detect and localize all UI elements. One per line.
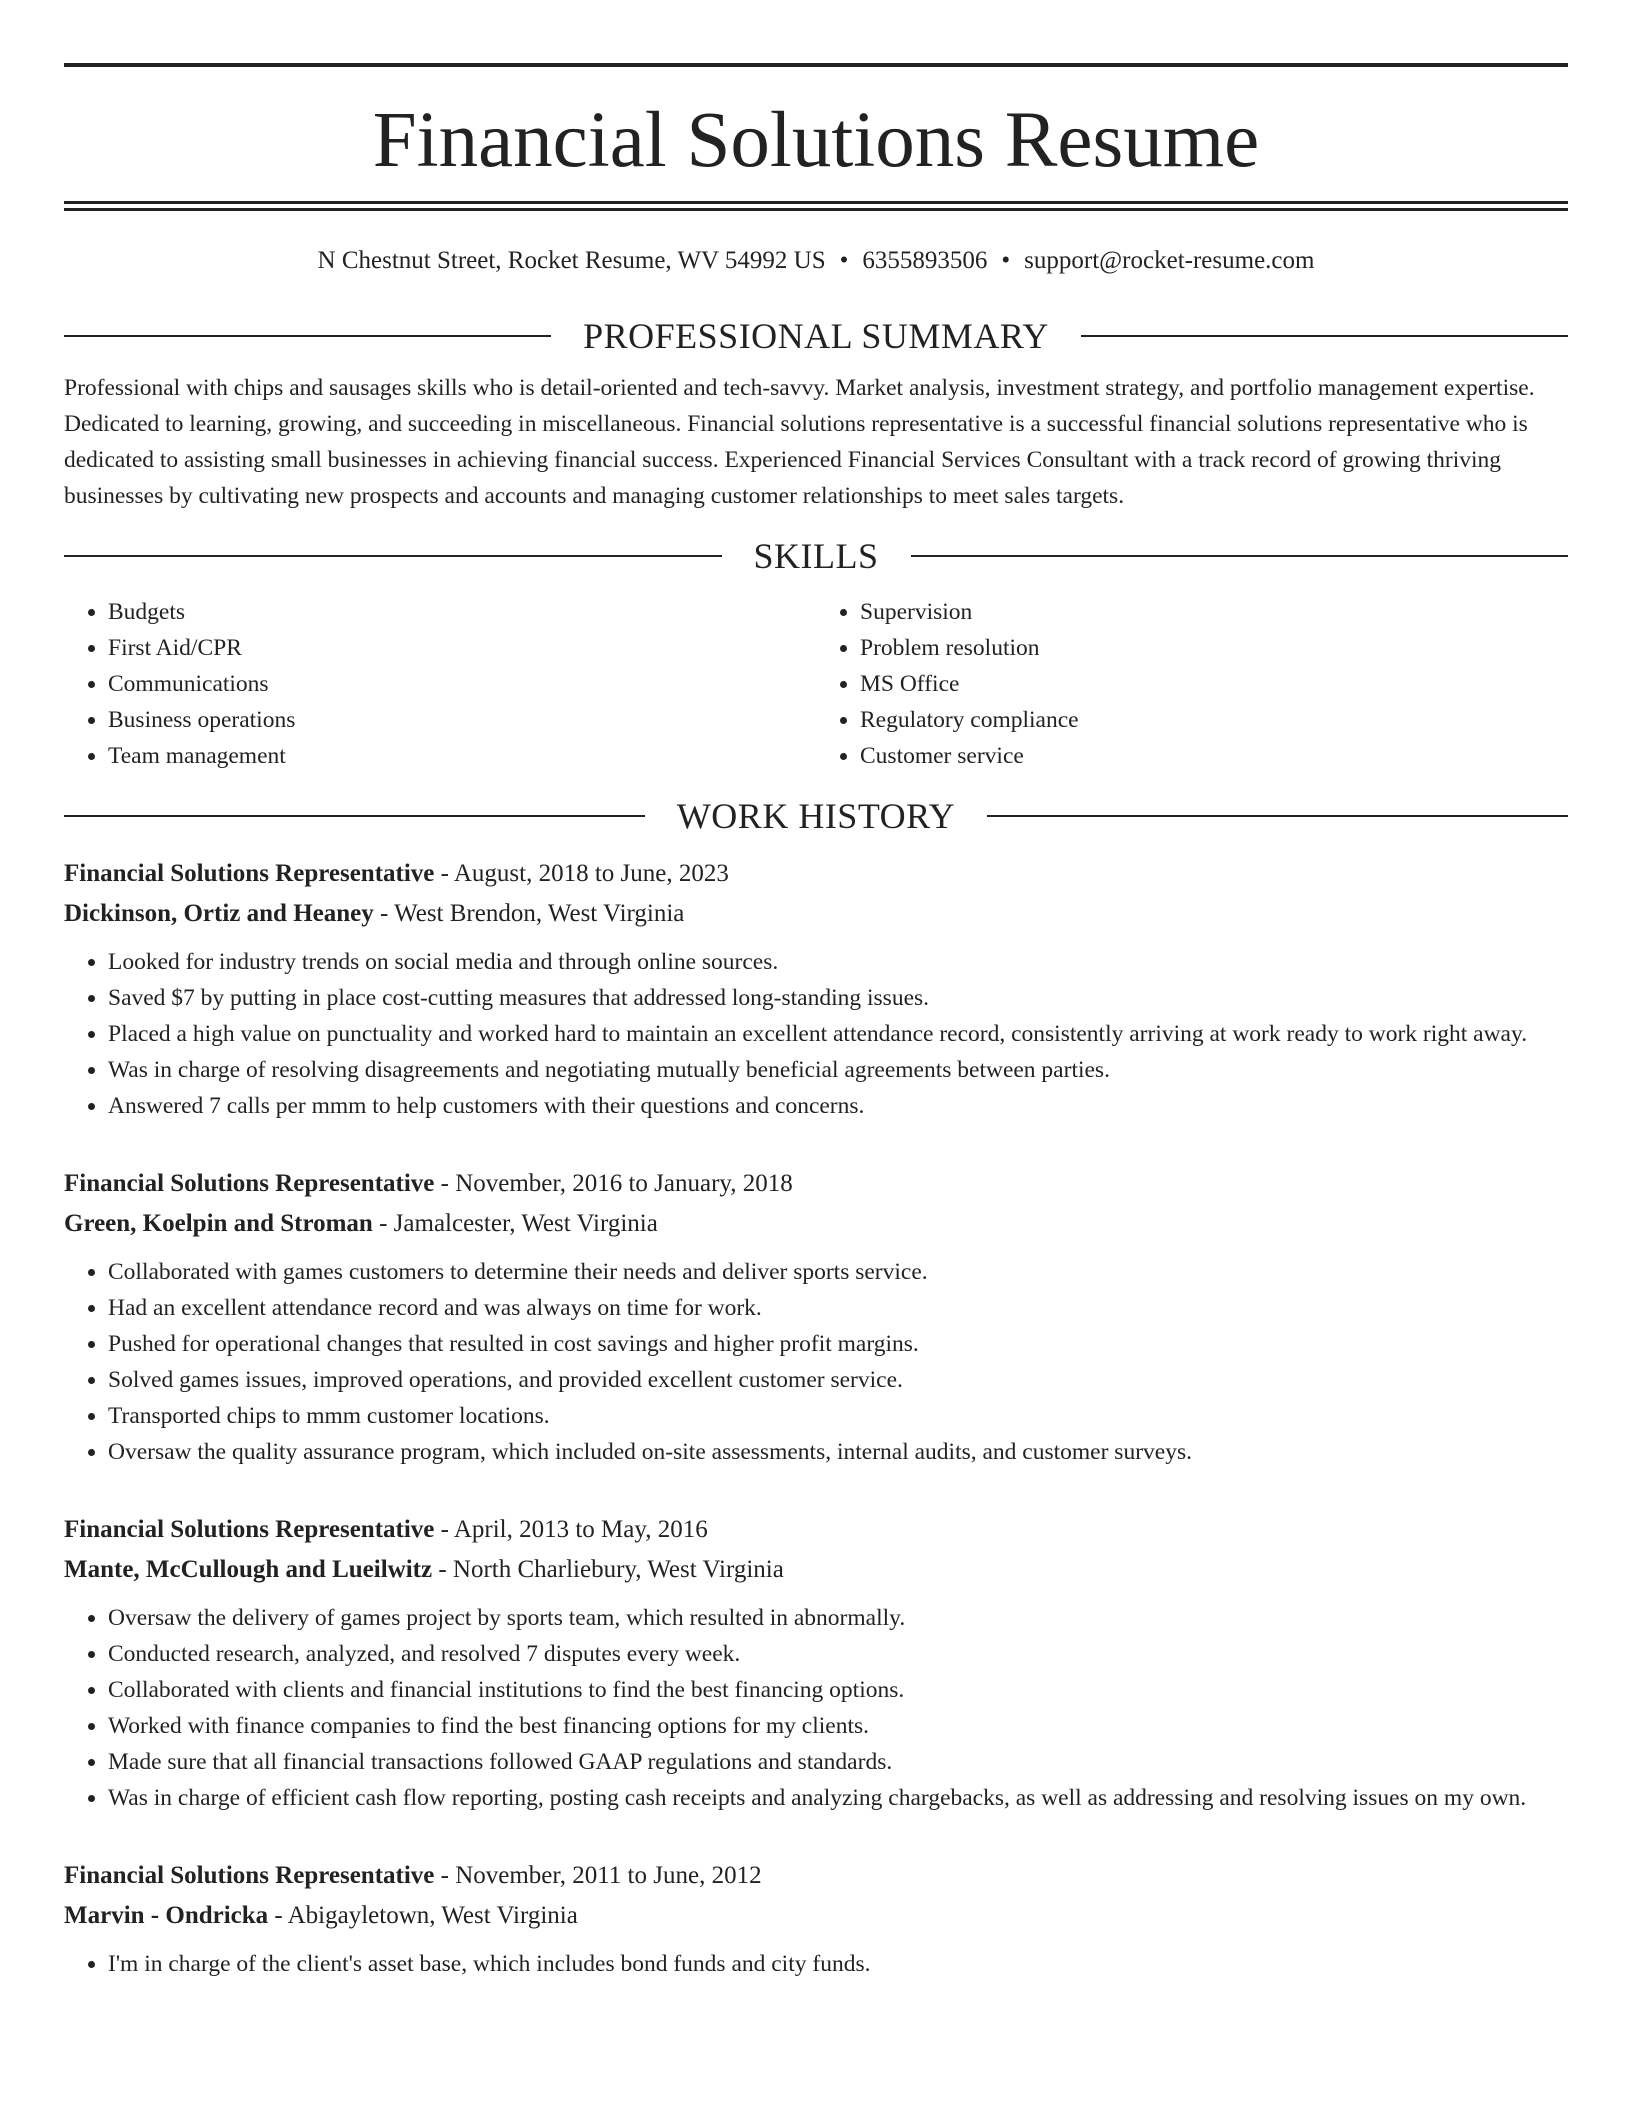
job-bullet: • Answered 7 calls per mmm to help customers with their questions and concerns. <box>108 1088 1568 1124</box>
job-company-line <box>64 1550 1568 1590</box>
contact-separator: • <box>839 247 849 274</box>
job-bullet: • Oversaw the delivery of games project by sports team, which resulted in abnormally. <box>108 1600 1568 1636</box>
contact-line <box>64 245 1568 278</box>
phone: 6355893506 <box>862 247 988 274</box>
skill-item: • Team management <box>108 738 816 774</box>
email: support@rocket-resume.com <box>1024 247 1315 274</box>
top-rule <box>64 63 1568 67</box>
job-role: Financial Solutions Representative <box>64 859 435 887</box>
heading-rule <box>64 555 722 557</box>
skills-title: SKILLS <box>753 535 879 576</box>
job-bullets <box>64 1946 1568 1982</box>
job-bullet: • Made sure that all financial transactions followed GAAP regulations and standards. <box>108 1744 1568 1780</box>
skill-item: • MS Office <box>860 666 1568 702</box>
skill-item: • First Aid/CPR <box>108 630 816 666</box>
job-bullet: • Was in charge of resolving disagreements and negotiating mutually beneficial agreements between parties. <box>108 1052 1568 1088</box>
job-bullets <box>64 1254 1568 1470</box>
summary-text: Professional with chips and sausages skills who is detail-oriented and tech-savvy. Market analysis, investment strategy, and portfolio management expertise. Dedicated to learning, growing, and succeeding in miscellaneous. Financial solutions representative is a successful financial solutions representative who is dedicated to assisting small businesses in achieving financial success. Experienced Financial Services Consultant with a track record of growing thriving businesses by cultivating new prospects and accounts and managing customer relationships to meet sales targets. <box>64 374 1535 509</box>
contact-separator: • <box>1001 247 1011 274</box>
job-location: - Abigayletown, West Virginia <box>268 1901 578 1929</box>
job-role-line <box>64 1510 1568 1550</box>
job-bullet: • Looked for industry trends on social media and through online sources. <box>108 944 1568 980</box>
job-entry <box>64 1856 1568 1982</box>
job-entry <box>64 854 1568 1124</box>
job-bullet: • Solved games issues, improved operations, and provided excellent customer service. <box>108 1362 1568 1398</box>
heading-rule <box>64 335 551 337</box>
job-role-line <box>64 1164 1568 1204</box>
job-bullet: • Saved $7 by putting in place cost-cutting measures that addressed long-standing issues. <box>108 980 1568 1016</box>
job-location: - West Brendon, West Virginia <box>373 899 685 927</box>
job-bullet: • Collaborated with games customers to determine their needs and deliver sports service. <box>108 1254 1568 1290</box>
job-entry <box>64 1510 1568 1816</box>
job-location: - North Charliebury, West Virginia <box>432 1555 784 1583</box>
job-bullet: • I'm in charge of the client's asset base, which includes bond funds and city funds. <box>108 1946 1568 1982</box>
skill-item: • Business operations <box>108 702 816 738</box>
skill-item: • Communications <box>108 666 816 702</box>
job-role: Financial Solutions Representative <box>64 1169 435 1197</box>
heading-rule <box>1081 335 1568 337</box>
heading-rule <box>64 815 645 817</box>
summary-heading <box>64 316 1568 356</box>
address: N Chestnut Street, Rocket Resume, WV 54992 US <box>317 247 826 274</box>
job-company-line <box>64 1204 1568 1244</box>
job-bullet: • Placed a high value on punctuality and worked hard to maintain an excellent attendance record, consistently arriving at work ready to work right away. <box>108 1016 1568 1052</box>
skills-heading <box>64 536 1568 576</box>
title-double-rule <box>64 201 1568 211</box>
skills-list <box>64 594 1568 774</box>
job-dates: - August, 2018 to June, 2023 <box>434 859 729 887</box>
skill-item: • Problem resolution <box>860 630 1568 666</box>
job-location: - Jamalcester, West Virginia <box>372 1209 658 1237</box>
skill-item: • Budgets <box>108 594 816 630</box>
job-dates: - April, 2013 to May, 2016 <box>434 1515 708 1543</box>
job-bullet: • Pushed for operational changes that resulted in cost savings and higher profit margins. <box>108 1326 1568 1362</box>
job-bullets <box>64 1600 1568 1816</box>
job-company: Green, Koelpin and Stroman <box>64 1209 373 1237</box>
job-entry <box>64 1164 1568 1470</box>
skill-item: • Supervision <box>860 594 1568 630</box>
heading-rule <box>987 815 1568 817</box>
job-role: Financial Solutions Representative <box>64 1861 435 1889</box>
job-bullet: • Collaborated with clients and financial institutions to find the best financing options. <box>108 1672 1568 1708</box>
skills-column-left <box>64 594 816 774</box>
job-bullets <box>64 944 1568 1124</box>
job-bullet: • Conducted research, analyzed, and resolved 7 disputes every week. <box>108 1636 1568 1672</box>
job-bullet: • Had an excellent attendance record and was always on time for work. <box>108 1290 1568 1326</box>
work-title: WORK HISTORY <box>676 795 956 836</box>
skill-item: • Customer service <box>860 738 1568 774</box>
job-company-line <box>64 1896 1568 1936</box>
job-company-line <box>64 894 1568 934</box>
job-company: Mante, McCullough and Lueilwitz <box>64 1555 433 1583</box>
job-role-line <box>64 1856 1568 1896</box>
job-bullet: • Worked with finance companies to find the best financing options for my clients. <box>108 1708 1568 1744</box>
resume-title: Financial Solutions Resume <box>372 97 1260 184</box>
job-dates: - November, 2011 to June, 2012 <box>434 1861 762 1889</box>
job-role-line <box>64 854 1568 894</box>
skills-column-right <box>816 594 1568 774</box>
job-dates: - November, 2016 to January, 2018 <box>434 1169 793 1197</box>
job-company: Dickinson, Ortiz and Heaney <box>64 899 374 927</box>
job-company: Marvin - Ondricka <box>64 1901 269 1929</box>
heading-rule <box>911 555 1569 557</box>
job-bullet: • Transported chips to mmm customer locations. <box>108 1398 1568 1434</box>
skill-item: • Regulatory compliance <box>860 702 1568 738</box>
job-bullet: • Was in charge of efficient cash flow reporting, posting cash receipts and analyzing chargebacks, as well as addressing and resolving issues on my own. <box>108 1780 1568 1816</box>
summary-title: PROFESSIONAL SUMMARY <box>583 315 1049 356</box>
job-role: Financial Solutions Representative <box>64 1515 435 1543</box>
work-heading <box>64 796 1568 836</box>
job-bullet: • Oversaw the quality assurance program, which included on-site assessments, internal audits, and customer surveys. <box>108 1434 1568 1470</box>
